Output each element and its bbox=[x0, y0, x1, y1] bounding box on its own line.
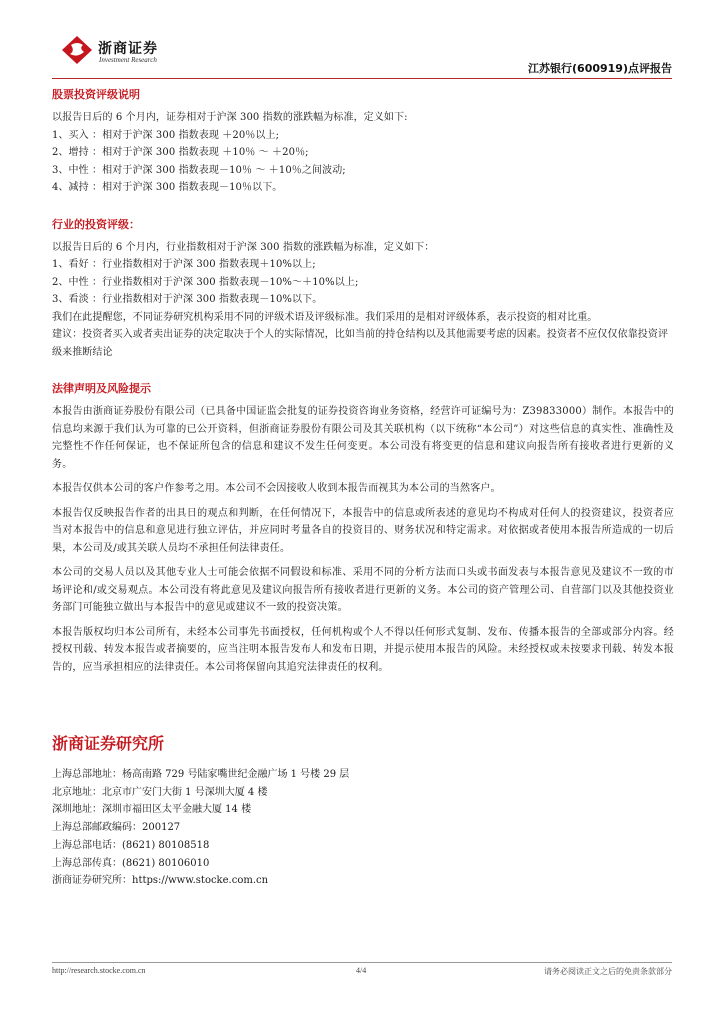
industry-rating-item: 2、中性 ：行业指数相对于沪深 300 指数表现－10%～＋10%以上; bbox=[52, 276, 359, 288]
industry-rating-item: 3、看淡 ：行业指数相对于沪深 300 指数表现－10%以下。 bbox=[52, 294, 323, 305]
institute-shenzhen-address: 深圳地址：深圳市福田区太平金融大厦 14 楼 bbox=[52, 804, 252, 816]
legal-section bbox=[52, 403, 674, 676]
legal-paragraph: 本报告版权均归本公司所有，未经本公司事先书面授权，任何机构或个人不得以任何形式复制、发布、传播本报告的全部或部分内容。经授权刊载、转发本报告或者摘要的，应当注明本报告发布人和发布日期，并提示使用本报告的风险。未经授权或未按要求刊载、转发本报告的，应当承担相应的法律责任。本公司将保留向其追究法律责任的权利。 bbox=[52, 626, 674, 673]
page-number: 4/4 bbox=[356, 966, 367, 975]
footer-url-link[interactable]: http://research.stocke.com.cn bbox=[52, 966, 146, 975]
legal-paragraph: 本报告由浙商证券股份有限公司（已具备中国证监会批复的证券投资咨询业务资格，经营许可证编号为：Z39833000）制作。本报告中的信息均来源于我们认为可靠的已公开资料，但浙商证券股份有限公司及其关联机构（以下统称“本公司”）对这些信息的真实性、准确性及完整性不作任何保证，也不保证所包含的信息和建议不发生任何变更。本公司没有将变更的信息和建议向报告所有接收者进行更新的义务。 bbox=[52, 406, 674, 470]
legal-paragraph: 本公司的交易人员以及其他专业人士可能会依据不同假设和标准、采用不同的分析方法而口头或书面发表与本报告意见及建议不一致的市场评论和/或交易观点。本公司没有将此意见及建议向报告所有接收者进行更新的义务。本公司的资产管理公司、自营部门以及其他投资业务部门可能独立做出与本报告中的意见或建议不一致的投资决策。 bbox=[52, 567, 674, 613]
institute-name: 浙商证券研究所 bbox=[52, 734, 165, 753]
institute-beijing-address: 北京地址：北京市广安门大街 1 号深圳大厦 4 楼 bbox=[52, 786, 268, 798]
legal-paragraph: 本报告仅反映报告作者的出具日的观点和判断，在任何情况下，本报告中的信息或所表述的意见均不构成对任何人的投资建议，投资者应当对本报告中的信息和意见进行独立评估，并应同时考量各自的投资目的、财务状况和特定需求。对依据或者使用本报告所造成的一切后果，本公司及/或其关联人员均不承担任何法律责任。 bbox=[52, 507, 674, 554]
page-content bbox=[52, 88, 674, 890]
stock-rating-intro: 以报告日后的 6 个月内，证券相对于沪深 300 指数的涨跌幅为标准，定义如下: bbox=[52, 112, 408, 123]
zheshang-logo-icon bbox=[60, 35, 94, 65]
footer-divider bbox=[52, 962, 672, 963]
stock-rating-title: 股票投资评级说明 bbox=[52, 88, 140, 101]
stock-rating-item: 1、买入 ：相对于沪深 300 指数表现 ＋20％以上; bbox=[52, 129, 280, 141]
institute-website: 浙商证券研究所：https://www.stocke.com.cn bbox=[52, 875, 269, 887]
logo-en-text: Investment Research bbox=[99, 56, 157, 64]
disclaimer-notice: 请务必阅读正文之后的免责条款部分 bbox=[544, 967, 672, 976]
stock-rating-item: 3、中性 ：相对于沪深 300 指数表现－10％ ～ ＋10％之间波动; bbox=[52, 164, 346, 176]
industry-rating-note: 我们在此提醒您，不同证券研究机构采用不同的评级术语及评级标准。我们采用的是相对评级体系，表示投资的相对比重。 bbox=[52, 311, 598, 323]
legal-paragraph: 本报告仅供本公司的客户作参考之用。本公司不会因接收人收到本报告而视其为本公司的当然客户。 bbox=[52, 483, 501, 494]
company-logo bbox=[60, 33, 160, 67]
logo-cn-text: 浙商证券 bbox=[98, 41, 158, 57]
industry-rating-advice: 建议：投资者买入或者卖出证券的决定取决于个人的实际情况，比如当前的持仓结构以及其他需要考虑的因素。投资者不应仅仅依靠投资评级来推断结论 bbox=[52, 329, 669, 358]
institute-fax: 上海总部传真：(8621) 80106010 bbox=[52, 857, 210, 869]
industry-rating-intro: 以报告日后的 6 个月内，行业指数相对于沪深 300 指数的涨跌幅为标准，定义如下： bbox=[52, 241, 435, 253]
stock-rating-item: 4、减持 ：相对于沪深 300 指数表现－10％以下。 bbox=[52, 182, 283, 193]
institute-postcode: 上海总部邮政编码：200127 bbox=[52, 822, 181, 834]
report-title: 江苏银行(600919)点评报告 bbox=[528, 62, 672, 75]
stock-rating-item: 2、增持 ：相对于沪深 300 指数表现 ＋10％ ～ ＋20％; bbox=[52, 147, 309, 158]
institute-hq-address: 上海总部地址：杨高南路 729 号陆家嘴世纪金融广场 1 号楼 29 层 bbox=[52, 769, 350, 780]
header-divider bbox=[52, 78, 672, 79]
legal-title: 法律声明及风险提示 bbox=[52, 382, 151, 395]
institute-phone: 上海总部电话：(8621) 80108518 bbox=[52, 839, 210, 851]
industry-rating-title: 行业的投资评级： bbox=[52, 217, 140, 231]
industry-rating-item: 1、看好 ：行业指数相对于沪深 300 指数表现＋10%以上; bbox=[52, 259, 316, 270]
